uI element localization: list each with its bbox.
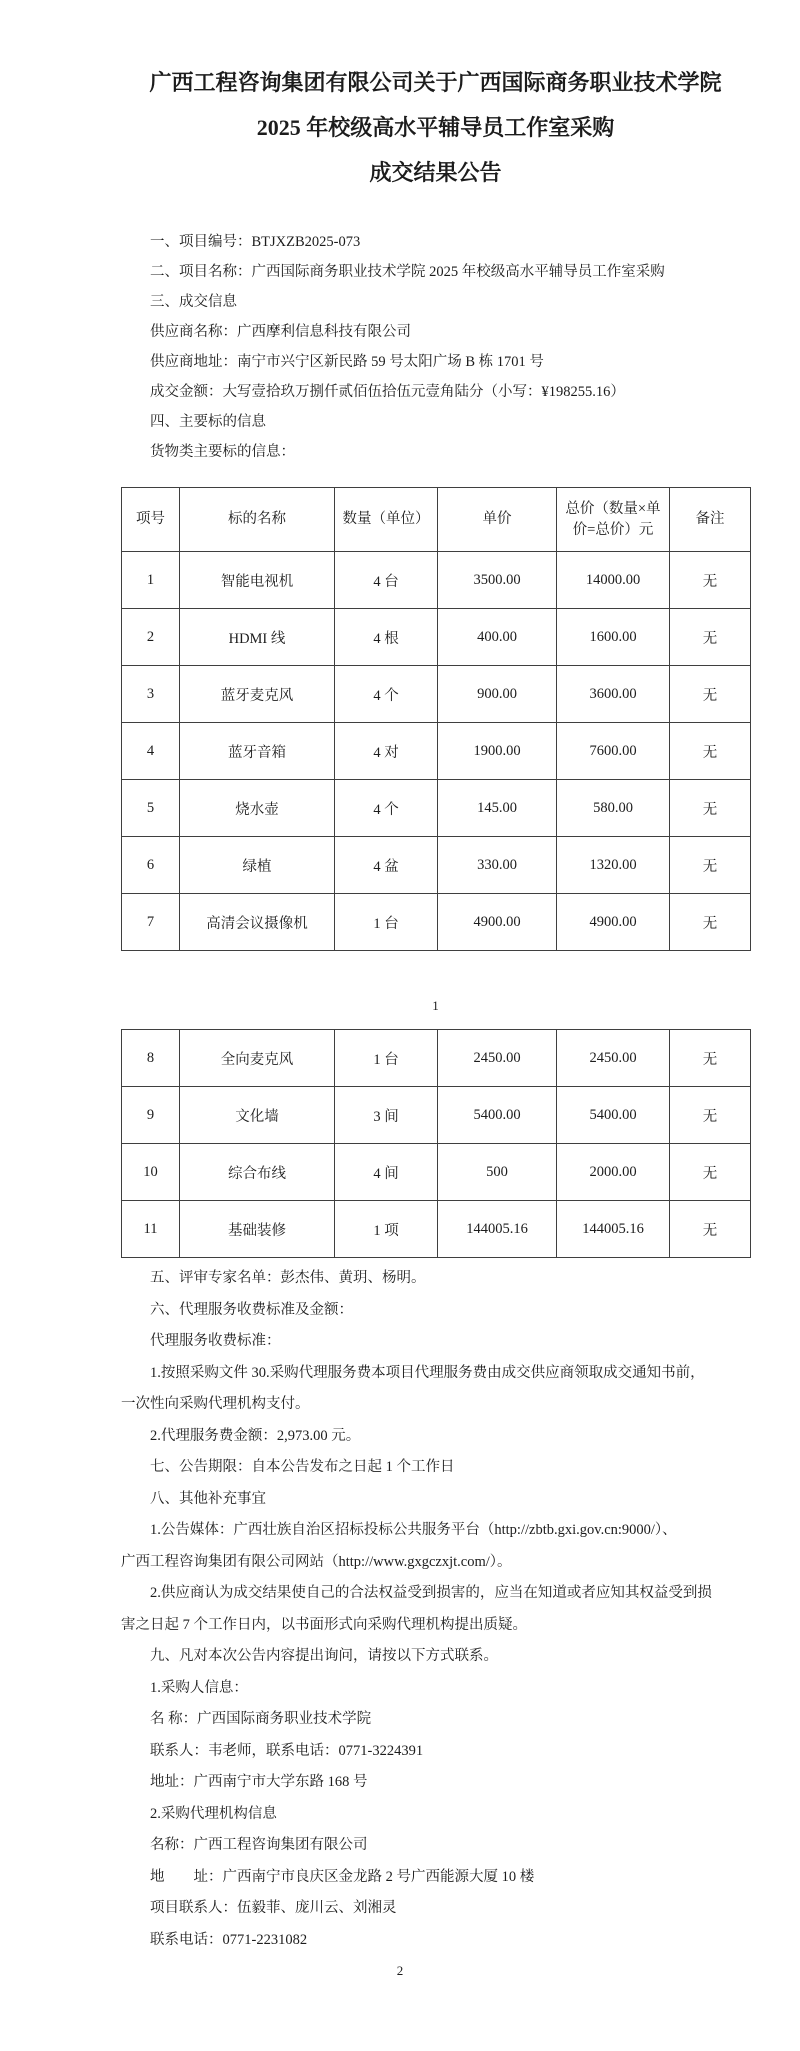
para-project-number: 一、项目编号：BTJXZB2025-073	[150, 234, 361, 250]
table-cell: 5400.00	[557, 1087, 670, 1144]
table-cell: 4 台	[335, 552, 438, 609]
para-experts: 五、评审专家名单：彭杰伟、黄玥、杨明。	[150, 1270, 426, 1286]
table-cell: 无	[670, 780, 751, 837]
para-project-name: 二、项目名称：广西国际商务职业技术学院 2025 年校级高水平辅导员工作室采购	[150, 264, 665, 280]
table-cell: 4	[122, 723, 180, 780]
para-agency-address: 地 址：广西南宁市良庆区金龙路 2 号广西能源大厦 10 楼	[150, 1868, 535, 1885]
table-cell: 145.00	[438, 780, 557, 837]
para-agency-fee-heading: 六、代理服务收费标准及金额：	[150, 1301, 353, 1318]
table-row	[122, 1030, 751, 1087]
table-cell: 3	[122, 666, 180, 723]
table-cell: 无	[670, 552, 751, 609]
table-cell: 3600.00	[557, 666, 670, 723]
table-cell: 400.00	[438, 609, 557, 666]
page-number-1: 1	[432, 998, 439, 1013]
para-agency-name: 名称：广西工程咨询集团有限公司	[150, 1837, 368, 1853]
para-dispute-line-2: 害之日起 7 个工作日内，以书面形式向采购代理机构提出质疑。	[121, 1616, 527, 1633]
para-announcement-period: 七、公告期限：自本公告发布之日起 1 个工作日	[150, 1459, 455, 1475]
title-line-2: 2025 年校级高水平辅导员工作室采购	[256, 115, 615, 140]
table-header-subject-name: 标的名称	[180, 488, 335, 552]
para-agency-info-label: 2.采购代理机构信息	[150, 1805, 277, 1822]
para-award-info-heading: 三、成交信息	[150, 294, 237, 310]
table-cell: 9	[122, 1087, 180, 1144]
table-cell: 1	[122, 552, 180, 609]
table-cell: 7	[122, 894, 180, 951]
para-media-line-1: 1.公告媒体：广西壮族自治区招标投标公共服务平台（http://zbtb.gxi.gov.cn:9000/）、	[150, 1522, 677, 1538]
para-supplier-name: 供应商名称：广西摩利信息科技有限公司	[150, 324, 411, 340]
table-cell: HDMI 线	[180, 609, 335, 666]
document-title	[121, 0, 750, 195]
table-cell: 4 个	[335, 666, 438, 723]
table-cell: 3500.00	[438, 552, 557, 609]
table-cell: 1 台	[335, 894, 438, 951]
table-cell: 8	[122, 1030, 180, 1087]
table-cell: 4 对	[335, 723, 438, 780]
table-cell: 2	[122, 609, 180, 666]
table-cell: 4900.00	[557, 894, 670, 951]
table-cell: 4 根	[335, 609, 438, 666]
table-cell: 综合布线	[180, 1144, 335, 1201]
para-award-amount: 成交金额：大写壹拾玖万捌仟贰佰伍拾伍元壹角陆分（小写：¥198255.16）	[150, 384, 625, 400]
para-fee-amount: 2.代理服务费金额：2,973.00 元。	[150, 1427, 361, 1444]
table-row	[122, 894, 751, 951]
para-dispute-line-1: 2.供应商认为成交结果使自己的合法权益受到损害的，应当在知道或者应知其权益受到损	[150, 1585, 712, 1601]
table-row	[122, 1144, 751, 1201]
goods-table-page1	[121, 487, 751, 951]
table-cell: 4 个	[335, 780, 438, 837]
table-cell: 4900.00	[438, 894, 557, 951]
table-cell: 330.00	[438, 837, 557, 894]
para-purchaser-address: 地址：广西南宁市大学东路 168 号	[150, 1774, 368, 1790]
table-cell: 144005.16	[438, 1201, 557, 1258]
table-cell: 4 盆	[335, 837, 438, 894]
para-purchaser-contact: 联系人：韦老师，联系电话：0771-3224391	[150, 1742, 424, 1759]
table-cell: 6	[122, 837, 180, 894]
table-row	[122, 1087, 751, 1144]
table-cell: 绿植	[180, 837, 335, 894]
table-cell: 无	[670, 1201, 751, 1258]
table-cell: 1900.00	[438, 723, 557, 780]
table-header-quantity: 数量（单位）	[335, 488, 438, 552]
table-cell: 全向麦克风	[180, 1030, 335, 1087]
para-fee-clause-line-2: 一次性向采购代理机构支付。	[121, 1396, 310, 1412]
table-row	[122, 837, 751, 894]
table-cell: 144005.16	[557, 1201, 670, 1258]
para-fee-clause-line-1: 1.按照采购文件 30.采购代理服务费本项目代理服务费由成交供应商领取成交通知书前，	[150, 1364, 705, 1381]
goods-table-page2	[121, 1029, 751, 1258]
table-cell: 900.00	[438, 666, 557, 723]
table-cell: 蓝牙麦克风	[180, 666, 335, 723]
table-cell: 14000.00	[557, 552, 670, 609]
table-cell: 2000.00	[557, 1144, 670, 1201]
intro-paragraphs	[121, 227, 750, 467]
table-row	[122, 1201, 751, 1258]
table-header-remark: 备注	[670, 488, 751, 552]
table-cell: 500	[438, 1144, 557, 1201]
table-row	[122, 666, 751, 723]
table-cell: 5	[122, 780, 180, 837]
title-line-3: 成交结果公告	[369, 160, 502, 185]
table-cell: 无	[670, 609, 751, 666]
table-header-total-price: 总价（数量×单价=总价）元	[557, 488, 670, 552]
table-header-unit-price: 单价	[438, 488, 557, 552]
table-cell: 1600.00	[557, 609, 670, 666]
table-cell: 无	[670, 1087, 751, 1144]
table-cell: 11	[122, 1201, 180, 1258]
table-cell: 无	[670, 723, 751, 780]
table-cell: 5400.00	[438, 1087, 557, 1144]
table-cell: 无	[670, 894, 751, 951]
table-row	[122, 552, 751, 609]
para-supplier-address: 供应商地址：南宁市兴宁区新民路 59 号太阳广场 B 栋 1701 号	[150, 354, 544, 370]
para-agency-phone: 联系电话：0771-2231082	[150, 1931, 308, 1948]
para-media-line-2: 广西工程咨询集团有限公司网站（http://www.gxgczxjt.com/）。	[121, 1553, 512, 1570]
table-cell: 4 间	[335, 1144, 438, 1201]
table-header-row	[122, 488, 751, 552]
table-row	[122, 609, 751, 666]
para-purchaser-name: 名 称：广西国际商务职业技术学院	[150, 1711, 372, 1727]
table-cell: 烧水壶	[180, 780, 335, 837]
table-cell: 基础装修	[180, 1201, 335, 1258]
table-cell: 580.00	[557, 780, 670, 837]
para-other-matters-heading: 八、其他补充事宜	[150, 1490, 266, 1507]
para-inquiry-heading: 九、凡对本次公告内容提出询问，请按以下方式联系。	[150, 1648, 498, 1664]
table-cell: 蓝牙音箱	[180, 723, 335, 780]
table-cell: 高清会议摄像机	[180, 894, 335, 951]
table-cell: 2450.00	[557, 1030, 670, 1087]
table-cell: 智能电视机	[180, 552, 335, 609]
table-cell: 无	[670, 666, 751, 723]
page-number-2: 2	[396, 1963, 404, 1978]
table-cell: 文化墙	[180, 1087, 335, 1144]
para-goods-info-label: 货物类主要标的信息：	[150, 444, 295, 460]
table-cell: 1320.00	[557, 837, 670, 894]
table-cell: 无	[670, 1030, 751, 1087]
table-cell: 7600.00	[557, 723, 670, 780]
table-row	[122, 780, 751, 837]
table-cell: 1 台	[335, 1030, 438, 1087]
para-main-subject-heading: 四、主要标的信息	[150, 414, 266, 430]
body-paragraphs	[121, 1263, 750, 1956]
para-agency-contacts: 项目联系人：伍毅菲、庞川云、刘湘灵	[150, 1900, 397, 1916]
table-cell: 无	[670, 837, 751, 894]
table-cell: 1 项	[335, 1201, 438, 1258]
table-cell: 无	[670, 1144, 751, 1201]
table-cell: 2450.00	[438, 1030, 557, 1087]
para-fee-standard-label: 代理服务收费标准：	[150, 1333, 281, 1349]
table-row	[122, 723, 751, 780]
table-cell: 3 间	[335, 1087, 438, 1144]
table-cell: 10	[122, 1144, 180, 1201]
title-line-1: 广西工程咨询集团有限公司关于广西国际商务职业技术学院	[149, 70, 722, 95]
table-header-item-no: 项号	[122, 488, 180, 552]
para-purchaser-info-label: 1.采购人信息：	[150, 1679, 248, 1696]
